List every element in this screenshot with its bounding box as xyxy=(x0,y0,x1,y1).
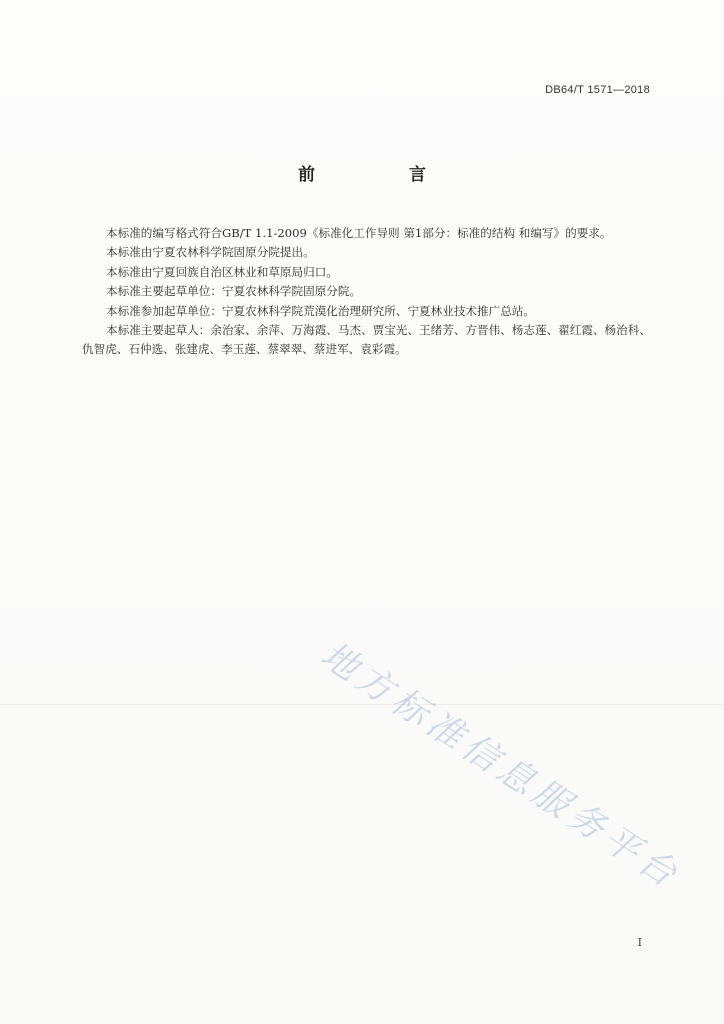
paragraph-proposer: 本标准由宁夏农林科学院固原分院提出。 xyxy=(106,245,315,260)
paragraph-main-drafter-unit: 本标准主要起草单位：宁夏农林科学院固原分院。 xyxy=(106,284,362,299)
paragraph-participating-units: 本标准参加起草单位：宁夏农林科学院荒漠化治理研究所、宁夏林业技术推广总站。 xyxy=(106,303,535,318)
scan-divider xyxy=(0,704,724,705)
foreword-body xyxy=(82,224,662,360)
paragraph-format: 本标准的编写格式符合GB/T 1.1-2009《标准化工作导则 第1部分：标准的结构 和编写》的要求。 xyxy=(106,226,612,240)
page-title: 前 言 xyxy=(298,165,470,185)
page-number: I xyxy=(637,936,642,949)
paragraph-administrator: 本标准由宁夏回族自治区林业和草原局归口。 xyxy=(106,264,338,279)
paragraph-main-drafters: 本标准主要起草人：余治家、余萍、万海霞、马杰、贾宝光、王绪芳、方晋伟、杨志莲、翟红霞、杨治科、仇智虎、石仲选、张建虎、李玉莲、蔡翠翠、蔡进军、袁彩霞。 xyxy=(82,323,651,357)
document-code: DB64/T 1571—2018 xyxy=(545,84,650,96)
watermark: 地方标准信息服务平台 xyxy=(313,634,688,898)
